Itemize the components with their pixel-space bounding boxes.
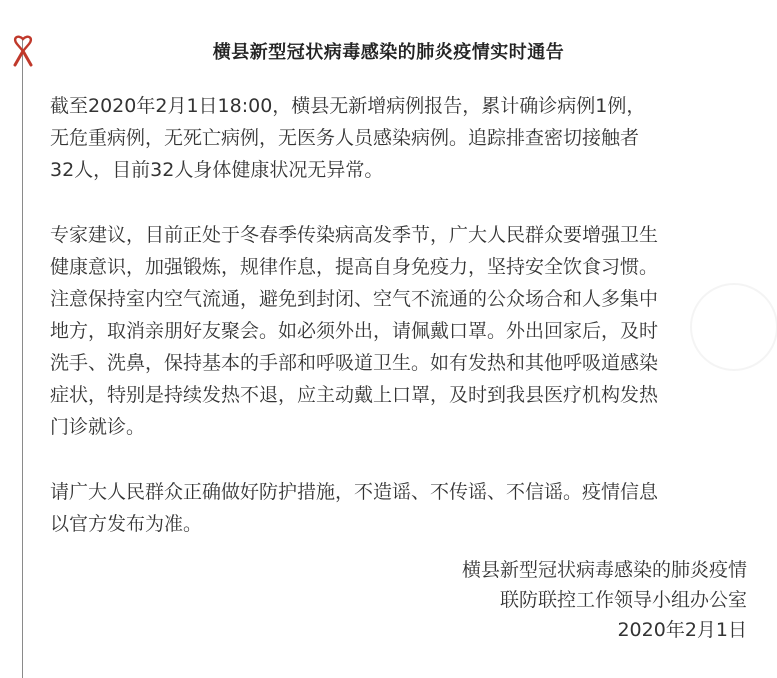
paragraph-line: 注意保持室内空气流通，避免到封闭、空气不流通的公众场合和人多集中: [50, 288, 659, 310]
paragraph-line: 以官方发布为准。: [50, 513, 203, 535]
paragraph-line: 门诊就诊。: [50, 416, 146, 438]
paragraph-line: 洗手、洗鼻，保持基本的手部和呼吸道卫生。如有发热和其他呼吸道感染: [50, 352, 659, 374]
paragraph-line: 32人，目前32人身体健康状况无异常。: [50, 159, 384, 181]
signature-block: [462, 555, 747, 645]
paragraph-line: 专家建议，目前正处于冬春季传染病高发季节，广大人民群众要增强卫生: [50, 224, 659, 246]
paragraph-line: 截至2020年2月1日18:00，横县无新增病例报告，累计确诊病例1例，: [50, 95, 646, 117]
signature-org-line2: 联防联控工作领导小组办公室: [499, 589, 747, 611]
paragraph-line: 请广大人民群众正确做好防护措施，不造谣、不传谣、不信谣。疫情信息: [50, 481, 659, 503]
paragraph-line: 地方，取消亲朋好友聚会。如必须外出，请佩戴口罩。外出回家后，及时: [50, 320, 659, 342]
notice-body: [50, 90, 770, 573]
signature-date: 2020年2月1日: [617, 619, 747, 641]
paragraph-status: [50, 90, 770, 186]
paragraph-line: 无危重病例，无死亡病例，无医务人员感染病例。追踪排查密切接触者: [50, 127, 640, 149]
signature-org-line1: 横县新型冠状病毒感染的肺炎疫情: [461, 559, 747, 581]
paragraph-line: 症状，特别是持续发热不退，应主动戴上口罩，及时到我县医疗机构发热: [50, 384, 659, 406]
page-title: 横县新型冠状病毒感染的肺炎疫情实时通告: [212, 42, 565, 63]
left-margin-rule: [22, 38, 23, 678]
watermark-seal: [690, 283, 777, 371]
paragraph-line: 健康意识，加强锻炼，规律作息，提高自身免疫力，坚持安全饮食习惯。: [50, 256, 659, 278]
paragraph-appeal: [50, 476, 770, 540]
paragraph-advice: [50, 219, 770, 443]
